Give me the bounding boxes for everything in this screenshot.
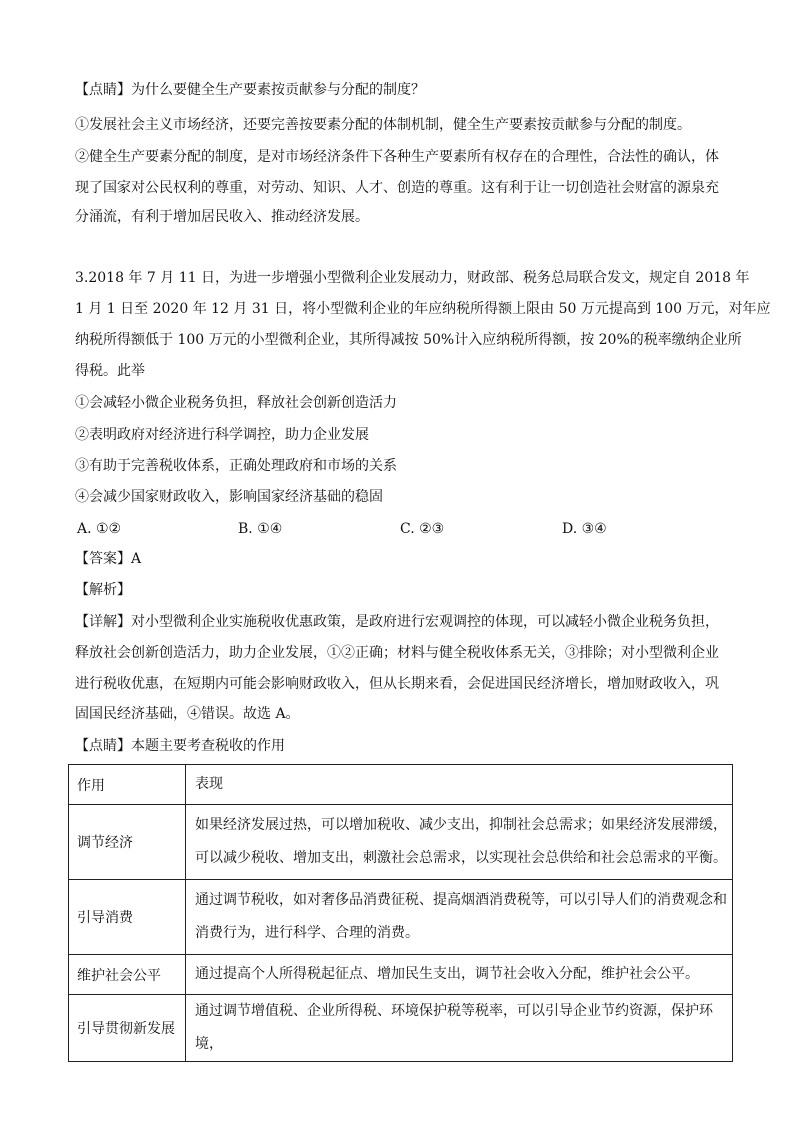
table-cell-role: 维护社会公平 xyxy=(69,955,186,995)
analysis-label: 【解析】 xyxy=(75,582,131,598)
question-stem-line-4: 得税。此举 xyxy=(75,363,145,379)
statement-4: ④会减少国家财政收入，影响国家经济基础的稳固 xyxy=(75,489,383,505)
table-header-performance: 表现 xyxy=(186,765,733,805)
table-cell-line: 通过调节税收，如对奢侈品消费征税、提高烟酒消费税等，可以引导人们的消费观念和 xyxy=(195,892,727,908)
note-paragraph-2-line-2: 现了国家对公民权利的尊重，对劳动、知识、人才、创造的尊重。这有利于让一切创造社会财富的源泉充 xyxy=(75,180,719,196)
table-cell-performance xyxy=(186,880,733,955)
table-cell-role: 引导贯彻新发展 xyxy=(69,995,186,1062)
note-paragraph-1: ①发展社会主义市场经济，还要完善按要素分配的体制机制，健全生产要素按贡献参与分配的制度。 xyxy=(75,117,691,133)
question-stem-line-3: 纳税所得额低于 100 万元的小型微利企业，其所得减按 50%计入应纳税所得额，按 20%的税率缴纳企业所 xyxy=(75,332,742,348)
table-cell-role: 调节经济 xyxy=(69,805,186,880)
table-header-role: 作用 xyxy=(69,765,186,805)
option-b: B. ①④ xyxy=(238,521,283,537)
table-header-row xyxy=(69,765,733,805)
table-cell-line: 可以减少税收、增加支出，刺激社会总需求，以实现社会总供给和社会总需求的平衡。 xyxy=(195,850,727,866)
question-stem-line-2: 1 月 1 日至 2020 年 12 月 31 日，将小型微利企业的年应纳税所得额上限由 50 万元提高到 100 万元，对年应 xyxy=(75,301,771,317)
tax-role-table xyxy=(68,764,733,1062)
table-cell-performance xyxy=(186,995,733,1062)
option-a: A. ①② xyxy=(77,521,122,537)
table-row xyxy=(69,805,733,880)
table-row xyxy=(69,955,733,995)
note-paragraph-2-line-1: ②健全生产要素分配的制度，是对市场经济条件下各种生产要素所有权存在的合理性，合法性的确认，体 xyxy=(75,149,719,165)
table-cell-line: 通过提高个人所得税起征点、增加民生支出，调节社会收入分配，维护社会公平。 xyxy=(195,966,699,982)
table-cell-performance xyxy=(186,955,733,995)
detail-line-3: 进行税收优惠，在短期内可能会影响财政收入，但从长期来看，会促进国民经济增长，增加财政收入，巩 xyxy=(75,676,719,692)
table-row xyxy=(69,880,733,955)
note-title: 【点睛】为什么要健全生产要素按贡献参与分配的制度？ xyxy=(75,82,425,98)
answer-line: 【答案】A xyxy=(75,551,142,567)
statement-3: ③有助于完善税收体系，正确处理政府和市场的关系 xyxy=(75,458,397,474)
table-cell-line: 消费行为，进行科学、合理的消费。 xyxy=(195,925,419,941)
point-line: 【点睛】本题主要考查税收的作用 xyxy=(75,738,285,754)
option-c: C. ②③ xyxy=(400,521,445,537)
table-cell-role: 引导消费 xyxy=(69,880,186,955)
detail-line-1: 【详解】对小型微利企业实施税收优惠政策，是政府进行宏观调控的体现，可以减轻小微企业税务负担， xyxy=(75,614,719,630)
note-paragraph-2-line-3: 分涌流，有利于增加居民收入、推动经济发展。 xyxy=(75,209,369,225)
table-cell-line: 通过调节增值税、企业所得税、环境保护税等税率，可以引导企业节约资源，保护环境， xyxy=(195,1003,713,1052)
table-cell-line: 如果经济发展过热，可以增加税收、减少支出，抑制社会总需求；如果经济发展滞缓， xyxy=(195,817,727,833)
statement-2: ②表明政府对经济进行科学调控，助力企业发展 xyxy=(75,427,369,443)
option-d: D. ③④ xyxy=(562,521,607,537)
table-row xyxy=(69,995,733,1062)
detail-line-2: 释放社会创新创造活力，助力企业发展，①②正确；材料与健全税收体系无关，③排除；对小型微利企业 xyxy=(75,645,719,661)
question-stem-line-1: 3.2018 年 7 月 11 日，为进一步增强小型微利企业发展动力，财政部、税务总局联合发文，规定自 2018 年 xyxy=(75,270,750,286)
statement-1: ①会减轻小微企业税务负担，释放社会创新创造活力 xyxy=(75,395,397,411)
detail-line-4: 固国民经济基础，④错误。故选 A。 xyxy=(75,706,300,722)
table-cell-performance xyxy=(186,805,733,880)
